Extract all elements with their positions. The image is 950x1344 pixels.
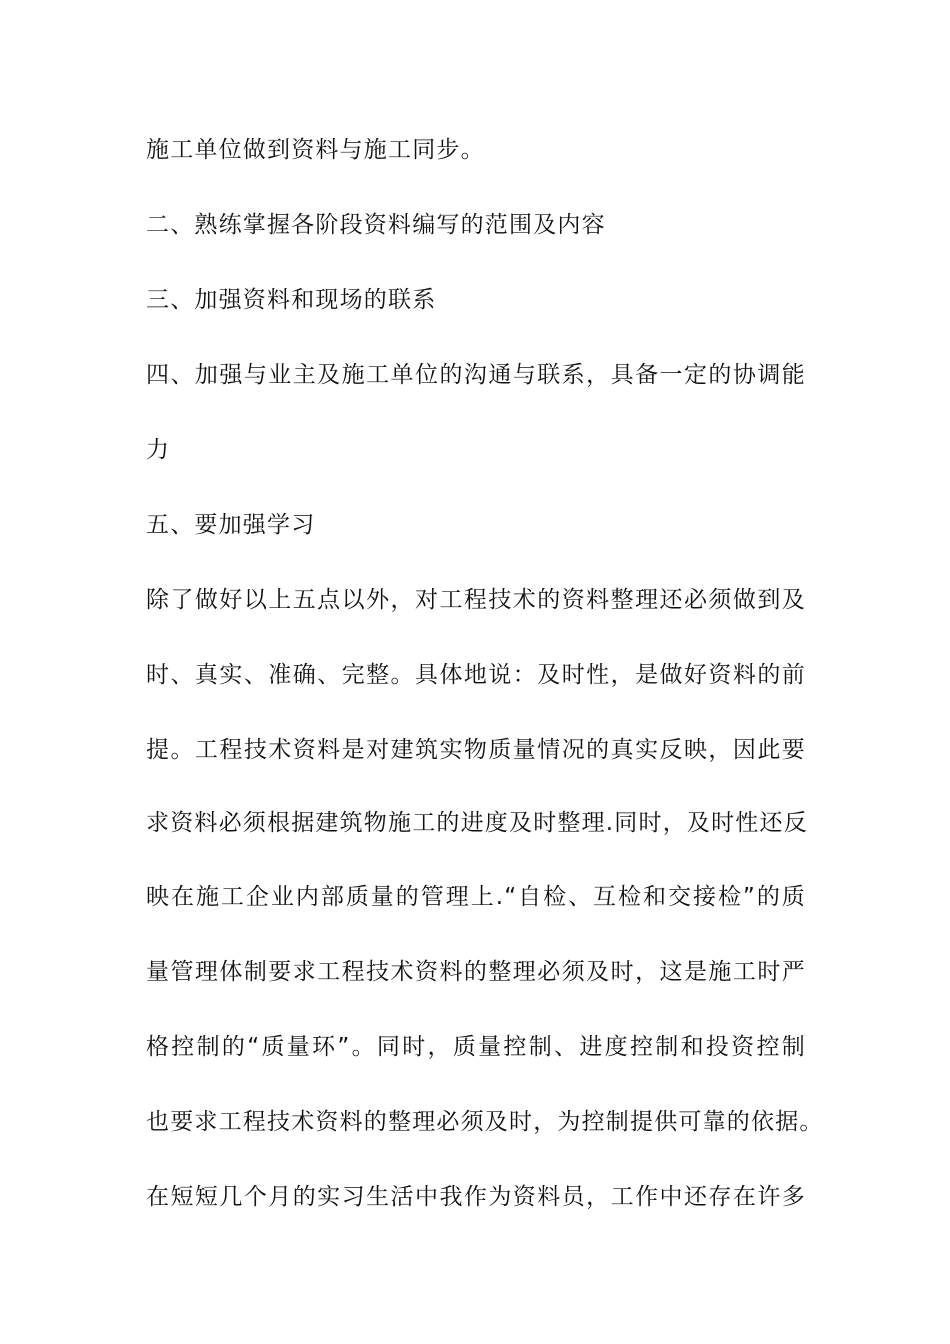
text-line: 三、加强资料和现场的联系 [146,287,437,313]
text-line: 施工单位做到资料与施工同步。 [146,137,485,163]
text-line: 二、熟练掌握各阶段资料编写的范围及内容 [146,212,606,238]
text-line: 提。工程技术资料是对建筑实物质量情况的真实反映，因此要 [146,737,806,763]
text-line: 求资料必须根据建筑物施工的进度及时整理.同时，及时性还反 [146,810,808,836]
text-line: 四、加强与业主及施工单位的沟通与联系，具备一定的协调能 [146,362,806,388]
text-line: 格控制的“质量环”。同时，质量控制、进度控制和投资控制 [146,1034,806,1060]
text-line: 除了做好以上五点以外，对工程技术的资料整理还必须做到及 [146,587,806,613]
text-line: 力 [146,437,171,463]
text-line: 在短短几个月的实习生活中我作为资料员，工作中还存在许多 [146,1184,806,1210]
text-line: 也要求工程技术资料的整理必须及时，为控制提供可靠的依据。 [146,1109,824,1135]
text-line: 时、真实、准确、完整。具体地说：及时性，是做好资料的前 [146,662,806,688]
text-line: 量管理体制要求工程技术资料的整理必须及时，这是施工时严 [146,959,806,985]
text-line: 五、要加强学习 [146,512,316,538]
text-line: 映在施工企业内部质量的管理上.“自检、互检和交接检”的质 [146,884,806,910]
